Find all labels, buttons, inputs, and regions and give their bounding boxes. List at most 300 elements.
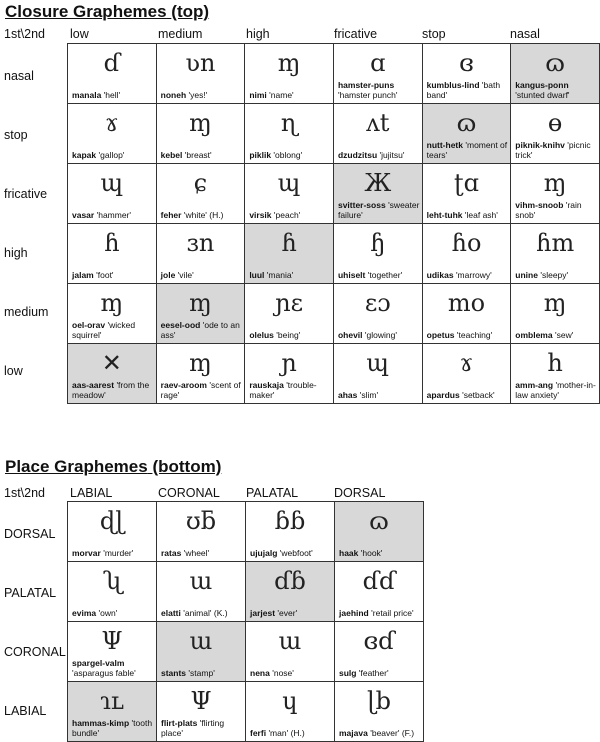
grapheme-glyph: ɱ — [277, 49, 301, 77]
grapheme-word: unine — [515, 270, 538, 280]
grapheme-glyph: ɰ — [277, 169, 301, 197]
grapheme-gloss: 'vile' — [177, 270, 194, 280]
grapheme-caption — [72, 150, 154, 160]
col-header-2: PALATAL — [246, 486, 299, 500]
grapheme-glyph: ʊƃ — [185, 507, 217, 535]
grapheme-glyph: ɓɓ — [274, 507, 306, 535]
grapheme-cell — [156, 104, 245, 164]
grapheme-glyph: ɱ — [100, 289, 124, 317]
grapheme-glyph: ɲ — [281, 349, 297, 377]
grapheme-caption — [249, 210, 331, 220]
grapheme-glyph: ɤ — [105, 109, 119, 137]
grapheme-caption — [249, 90, 331, 100]
grapheme-word: evima — [72, 608, 97, 618]
grapheme-cell — [335, 622, 424, 682]
col-header-3: fricative — [334, 27, 378, 41]
grapheme-gloss: 'stamp' — [188, 668, 215, 678]
grapheme-gloss: 'sweater failure' — [337, 200, 420, 220]
grapheme-cell — [333, 284, 422, 344]
grapheme-glyph: ɛɔ — [364, 289, 391, 317]
grapheme-glyph: ɯ — [189, 567, 213, 595]
grapheme-caption — [515, 380, 597, 400]
grapheme-word: ujujalg — [250, 548, 278, 558]
grapheme-word: vasar — [72, 210, 95, 220]
grapheme-glyph: h — [547, 349, 563, 377]
grapheme-gloss: 'nose' — [272, 668, 294, 678]
grapheme-gloss: 'picnic trick' — [515, 140, 591, 160]
grapheme-glyph: ɱ — [543, 169, 567, 197]
grapheme-glyph: ʌt — [366, 109, 390, 137]
grapheme-cell — [422, 224, 511, 284]
grapheme-cell — [335, 562, 424, 622]
row-header-0: DORSAL — [4, 526, 56, 541]
grapheme-word: aas-aarest — [72, 380, 115, 390]
grapheme-gloss: 'feather' — [358, 668, 389, 678]
grapheme-glyph: ɿʟ — [100, 687, 124, 715]
grapheme-word: raev-aroom — [160, 380, 207, 390]
grapheme-glyph: ɱ — [543, 289, 567, 317]
grapheme-gloss: 'animal' (K.) — [183, 608, 228, 618]
grapheme-gloss: 'stunted dwarf' — [515, 90, 570, 100]
grid-row — [68, 502, 424, 562]
grapheme-caption — [72, 658, 154, 678]
grapheme-word: nimi — [249, 90, 267, 100]
grapheme-gloss: 'hamster punch' — [337, 90, 398, 100]
grapheme-glyph: ɗɗ — [362, 567, 396, 595]
grapheme-cell — [157, 502, 246, 562]
grapheme-glyph: ɷ — [545, 49, 565, 77]
grapheme-word: udikas — [426, 270, 454, 280]
grapheme-caption — [338, 390, 420, 400]
grapheme-glyph: ɖɭ — [99, 507, 125, 535]
grapheme-word: kebel — [160, 150, 183, 160]
grapheme-cell — [68, 502, 157, 562]
grapheme-caption — [427, 210, 509, 220]
grapheme-caption — [72, 380, 154, 400]
grapheme-cell — [335, 682, 424, 742]
grapheme-cell — [246, 562, 335, 622]
grapheme-word: jole — [160, 270, 176, 280]
closure-grid — [67, 43, 600, 404]
grapheme-caption — [515, 200, 597, 220]
row-header-2: fricative — [4, 186, 48, 201]
grapheme-word: svitter-soss — [337, 200, 386, 210]
grapheme-glyph: ɦ — [104, 229, 120, 257]
grapheme-caption — [250, 608, 332, 618]
grid-row — [68, 622, 424, 682]
grapheme-gloss: 'asparagus fable' — [72, 668, 136, 678]
grapheme-caption — [427, 330, 509, 340]
grapheme-glyph: ɦ — [281, 229, 297, 257]
grapheme-caption — [339, 668, 421, 678]
grapheme-cell — [68, 44, 157, 104]
grapheme-word: ferfi — [250, 728, 267, 738]
row-header-3: LABIAL — [4, 703, 47, 718]
row-header-3: high — [4, 245, 28, 260]
row-header-4: medium — [4, 304, 49, 319]
grapheme-caption — [72, 608, 154, 618]
grapheme-gloss: 'beaver' (F.) — [370, 728, 415, 738]
grapheme-word: eesel-ood — [160, 320, 201, 330]
grapheme-cell — [68, 284, 157, 344]
grapheme-glyph: ɑ — [370, 49, 386, 77]
grapheme-cell — [422, 284, 511, 344]
grapheme-cell — [246, 502, 335, 562]
grapheme-cell — [245, 104, 334, 164]
grapheme-gloss: 'wicked squirrel' — [72, 320, 136, 340]
grid-row — [68, 164, 600, 224]
grapheme-caption — [515, 140, 597, 160]
place-grid — [67, 501, 424, 742]
grapheme-glyph: ɞ — [459, 49, 474, 77]
grapheme-cell — [422, 344, 511, 404]
grapheme-word: rauskaja — [249, 380, 284, 390]
grid-row — [68, 682, 424, 742]
grapheme-glyph: ɷ — [369, 507, 389, 535]
grapheme-glyph: ɯ — [278, 627, 302, 655]
grapheme-glyph: ɤ — [459, 349, 474, 377]
grapheme-caption — [249, 380, 331, 400]
grapheme-word: sulg — [339, 668, 357, 678]
grapheme-caption — [515, 80, 597, 100]
grapheme-cell — [511, 344, 600, 404]
grapheme-cell — [68, 682, 157, 742]
col-header-5: nasal — [510, 27, 540, 41]
closure-corner-label: 1st\2nd — [4, 27, 46, 41]
grapheme-glyph: Ж — [364, 169, 392, 197]
grapheme-word: vihm-snoob — [515, 200, 564, 210]
grapheme-word: hamster-puns — [337, 80, 395, 90]
grapheme-word: virsik — [249, 210, 272, 220]
grapheme-caption — [161, 90, 243, 100]
grapheme-word: uhiselt — [337, 270, 366, 280]
grapheme-caption — [250, 668, 332, 678]
grapheme-caption — [161, 668, 243, 678]
grapheme-cell — [245, 284, 334, 344]
grapheme-cell — [333, 164, 422, 224]
grapheme-caption — [161, 210, 243, 220]
grapheme-gloss: 'name' — [269, 90, 294, 100]
grapheme-caption — [72, 718, 154, 738]
grid-row — [68, 562, 424, 622]
grapheme-gloss: 'webfoot' — [279, 548, 313, 558]
grapheme-gloss: 'setback' — [462, 390, 495, 400]
grapheme-caption — [338, 150, 420, 160]
grapheme-gloss: 'white' (H.) — [183, 210, 224, 220]
grapheme-gloss: 'man' (H.) — [268, 728, 305, 738]
closure-title-main: Closure Graphemes — [5, 2, 167, 21]
grapheme-word: dzudzitsu — [337, 150, 378, 160]
grapheme-caption — [161, 150, 243, 160]
grapheme-cell — [333, 344, 422, 404]
grapheme-cell — [511, 224, 600, 284]
grapheme-word: luul — [249, 270, 265, 280]
grapheme-cell — [246, 682, 335, 742]
grapheme-cell — [511, 164, 600, 224]
grapheme-gloss: 'moment of tears' — [426, 140, 508, 160]
place-title — [5, 457, 221, 477]
grapheme-gloss: 'ode to an ass' — [160, 320, 240, 340]
grapheme-glyph: ɥ — [282, 687, 298, 715]
grapheme-cell — [68, 622, 157, 682]
grapheme-caption — [427, 80, 509, 100]
grapheme-gloss: 'retail price' — [371, 608, 414, 618]
grapheme-gloss: 'own' — [98, 608, 118, 618]
grapheme-glyph: ✕ — [101, 349, 122, 377]
grapheme-word: ohevil — [337, 330, 363, 340]
row-header-5: low — [4, 363, 23, 378]
place-title-main: Place Graphemes — [5, 457, 148, 476]
grapheme-caption — [72, 90, 154, 100]
grapheme-cell — [157, 682, 246, 742]
grapheme-cell — [333, 104, 422, 164]
grapheme-glyph: ɳ — [280, 109, 298, 137]
grapheme-glyph: Ψ — [101, 627, 123, 655]
grapheme-word: spargel-valm — [72, 658, 125, 668]
grapheme-gloss: 'wheel' — [183, 548, 210, 558]
grapheme-cell — [156, 344, 245, 404]
grapheme-glyph: ɱ — [189, 349, 212, 377]
grapheme-cell — [335, 502, 424, 562]
grapheme-word: leht-tuhk — [426, 210, 463, 220]
grapheme-caption — [72, 548, 154, 558]
grapheme-caption — [250, 548, 332, 558]
grapheme-gloss: 'scent of rage' — [160, 380, 241, 400]
row-header-2: CORONAL — [4, 644, 66, 659]
grapheme-cell — [156, 284, 245, 344]
grapheme-cell — [422, 164, 511, 224]
grapheme-caption — [338, 200, 420, 220]
grapheme-cell — [511, 284, 600, 344]
grapheme-word: omblema — [515, 330, 553, 340]
grapheme-caption — [161, 608, 243, 618]
grapheme-gloss: 'jujitsu' — [379, 150, 405, 160]
grapheme-gloss: 'foot' — [96, 270, 114, 280]
grapheme-gloss: 'oblong' — [273, 150, 303, 160]
grapheme-word: apardus — [426, 390, 460, 400]
row-header-1: stop — [4, 127, 28, 142]
grapheme-word: nutt-hetk — [426, 140, 463, 150]
grapheme-caption — [161, 380, 243, 400]
grapheme-glyph: ɲɛ — [275, 289, 304, 317]
grapheme-caption — [515, 330, 597, 340]
grapheme-gloss: 'marrowy' — [455, 270, 492, 280]
grapheme-word: jaehind — [339, 608, 369, 618]
grapheme-caption — [249, 330, 331, 340]
grapheme-gloss: 'rain snob' — [515, 200, 582, 220]
grapheme-caption — [161, 320, 243, 340]
grapheme-gloss: 'glowing' — [364, 330, 397, 340]
grapheme-word: hammas-kimp — [72, 718, 130, 728]
grapheme-word: haak — [339, 548, 359, 558]
place-title-sub: (bottom) — [152, 457, 222, 476]
grapheme-gloss: 'slim' — [359, 390, 379, 400]
grapheme-cell — [68, 164, 157, 224]
grapheme-gloss: 'sew' — [554, 330, 574, 340]
grapheme-cell — [245, 44, 334, 104]
grapheme-glyph: ɞɗ — [363, 627, 395, 655]
grapheme-glyph: ɦo — [451, 229, 482, 257]
grapheme-caption — [161, 270, 243, 280]
grapheme-word: flirt-plats — [161, 718, 198, 728]
grid-row — [68, 104, 600, 164]
grapheme-caption — [249, 270, 331, 280]
grid-row — [68, 44, 600, 104]
grapheme-caption — [250, 728, 332, 738]
grapheme-glyph: ɜn — [186, 229, 215, 257]
grapheme-glyph: ɰ — [366, 349, 390, 377]
grapheme-gloss: 'breast' — [184, 150, 212, 160]
grapheme-glyph: ɷ — [456, 109, 477, 137]
grapheme-gloss: 'bath band' — [426, 80, 501, 100]
grapheme-gloss: 'from the meadow' — [72, 380, 150, 400]
grapheme-word: manala — [72, 90, 102, 100]
grapheme-caption — [161, 548, 243, 558]
grapheme-gloss: 'sleepy' — [540, 270, 569, 280]
grapheme-glyph: ɗɓ — [274, 567, 306, 595]
grapheme-caption — [72, 320, 154, 340]
grapheme-word: feher — [160, 210, 182, 220]
grapheme-gloss: 'trouble-maker' — [249, 380, 317, 400]
grapheme-gloss: 'ever' — [277, 608, 298, 618]
grapheme-gloss: 'mother-in-law anxiety' — [515, 380, 596, 400]
grapheme-word: piknik-knihv — [515, 140, 565, 150]
grapheme-caption — [72, 270, 154, 280]
grapheme-caption — [339, 608, 421, 618]
grid-row — [68, 284, 600, 344]
grapheme-gloss: 'hook' — [360, 548, 383, 558]
grapheme-gloss: 'yes!' — [188, 90, 208, 100]
grapheme-caption — [338, 270, 420, 280]
grapheme-cell — [246, 622, 335, 682]
closure-title-sub: (top) — [171, 2, 210, 21]
grapheme-cell — [157, 622, 246, 682]
grapheme-word: nena — [250, 668, 270, 678]
grapheme-word: jalam — [72, 270, 94, 280]
grapheme-glyph: ʋn — [185, 49, 216, 77]
grapheme-word: morvar — [72, 548, 101, 558]
grapheme-gloss: 'hammer' — [96, 210, 132, 220]
grapheme-word: opetus — [426, 330, 455, 340]
grapheme-glyph: ɰ — [100, 169, 124, 197]
grapheme-cell — [245, 224, 334, 284]
col-header-2: high — [246, 27, 270, 41]
grapheme-glyph: ɭb — [366, 687, 392, 715]
place-corner-label: 1st\2nd — [4, 486, 46, 500]
grapheme-gloss: 'mania' — [266, 270, 294, 280]
grapheme-word: majava — [339, 728, 368, 738]
grapheme-cell — [245, 164, 334, 224]
grapheme-caption — [339, 728, 421, 738]
grapheme-word: elatti — [161, 608, 181, 618]
grapheme-word: oel-orav — [72, 320, 106, 330]
grapheme-gloss: 'flirting place' — [161, 718, 225, 738]
col-header-1: medium — [158, 27, 203, 41]
grapheme-cell — [157, 562, 246, 622]
grapheme-gloss: 'together' — [367, 270, 403, 280]
grapheme-word: ratas — [161, 548, 182, 558]
grapheme-cell — [511, 44, 600, 104]
grapheme-cell — [333, 44, 422, 104]
grapheme-gloss: 'being' — [276, 330, 301, 340]
grapheme-cell — [68, 224, 157, 284]
grapheme-cell — [68, 562, 157, 622]
grapheme-cell — [422, 104, 511, 164]
grapheme-cell — [156, 44, 245, 104]
grapheme-word: olelus — [249, 330, 274, 340]
grapheme-cell — [511, 104, 600, 164]
grapheme-gloss: 'gallop' — [98, 150, 125, 160]
grapheme-glyph: ʈɑ — [453, 169, 479, 197]
grapheme-word: ahas — [337, 390, 358, 400]
grapheme-glyph: ɯ — [189, 627, 213, 655]
grapheme-caption — [427, 270, 509, 280]
grapheme-cell — [156, 164, 245, 224]
grapheme-gloss: 'leaf ash' — [464, 210, 498, 220]
grapheme-cell — [245, 344, 334, 404]
grapheme-caption — [338, 330, 420, 340]
grapheme-glyph: ɱ — [189, 289, 212, 317]
grapheme-caption — [427, 390, 509, 400]
grapheme-caption — [427, 140, 509, 160]
grapheme-word: piklik — [249, 150, 272, 160]
grapheme-gloss: 'peach' — [273, 210, 301, 220]
grapheme-cell — [68, 104, 157, 164]
grapheme-caption — [72, 210, 154, 220]
grapheme-glyph: ʯ — [102, 567, 122, 595]
grapheme-glyph: ɕ — [193, 169, 208, 197]
grapheme-glyph: ɦm — [536, 229, 575, 257]
grapheme-cell — [333, 224, 422, 284]
row-header-1: PALATAL — [4, 585, 57, 600]
grapheme-caption — [161, 718, 243, 738]
grapheme-caption — [339, 548, 421, 558]
grapheme-word: jarjest — [250, 608, 276, 618]
grapheme-caption — [515, 270, 597, 280]
grapheme-cell — [68, 344, 157, 404]
grapheme-glyph: ɗ — [103, 49, 121, 77]
grapheme-word: kangus-ponn — [515, 80, 569, 90]
grapheme-gloss: 'hell' — [103, 90, 121, 100]
grapheme-gloss: 'murder' — [103, 548, 134, 558]
grapheme-word: noneh — [160, 90, 187, 100]
grapheme-glyph: ɧ — [370, 229, 386, 257]
grapheme-caption — [338, 80, 420, 100]
grapheme-gloss: 'tooth bundle' — [72, 718, 153, 738]
col-header-0: low — [70, 27, 89, 41]
closure-title — [5, 2, 209, 22]
col-header-0: LABIAL — [70, 486, 113, 500]
grapheme-cell — [156, 224, 245, 284]
grapheme-glyph: Ψ — [190, 687, 212, 715]
grapheme-caption — [249, 150, 331, 160]
grapheme-word: kumblus-lind — [426, 80, 480, 90]
grapheme-cell — [422, 44, 511, 104]
col-header-4: stop — [422, 27, 446, 41]
row-header-0: nasal — [4, 68, 34, 83]
grapheme-gloss: 'teaching' — [456, 330, 493, 340]
grid-row — [68, 224, 600, 284]
grapheme-glyph: mo — [447, 289, 486, 317]
grapheme-word: kapak — [72, 150, 97, 160]
grid-row — [68, 344, 600, 404]
grapheme-glyph: ɱ — [189, 109, 212, 137]
grapheme-word: stants — [161, 668, 187, 678]
col-header-1: CORONAL — [158, 486, 220, 500]
grapheme-word: amm-ang — [515, 380, 554, 390]
col-header-3: DORSAL — [334, 486, 386, 500]
grapheme-glyph: ɵ — [547, 109, 563, 137]
